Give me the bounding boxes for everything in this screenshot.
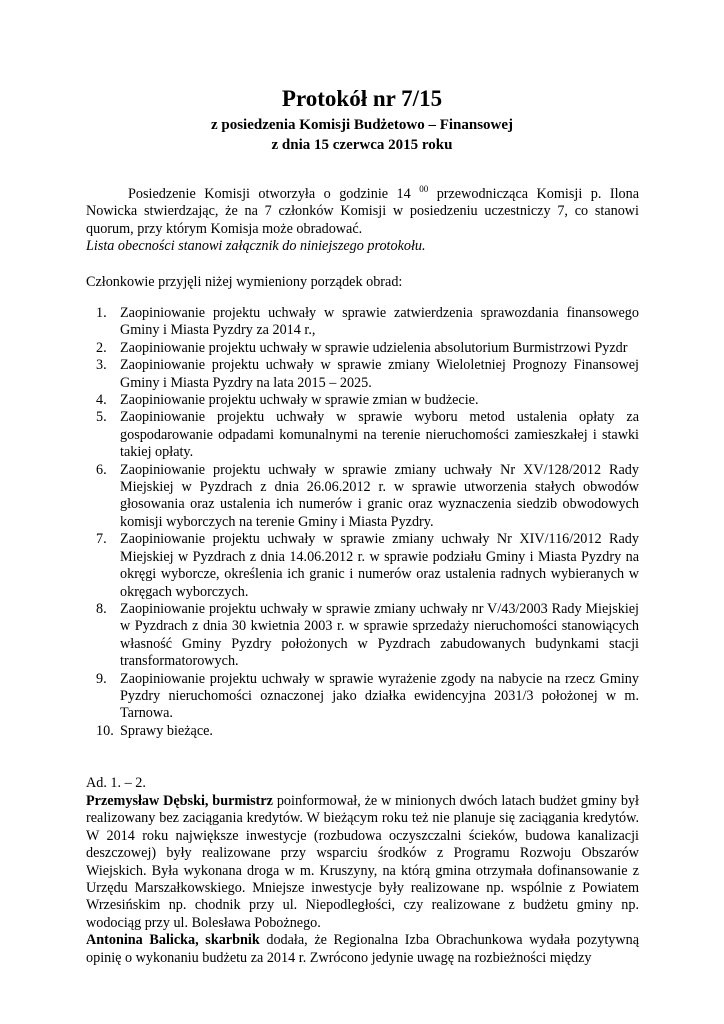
agenda-item-text: Zaopiniowanie projektu uchwały w sprawie zatwierdzenia sprawozdania finansowego Gminy i Miasta Pyzdry za 2014 r.,: [120, 305, 639, 339]
document-title: Protokół nr 7/15: [281, 86, 443, 111]
agenda-item: [86, 671, 639, 723]
agenda-item-number: 7.: [96, 531, 107, 548]
agenda-item-text: Zaopiniowanie projektu uchwały w sprawie wyboru metod ustalenia opłaty za gospodarowanie odpadami komunalnymi na terenie nieruchomości zamieszkałej i stawki takiej opłaty.: [120, 409, 639, 461]
document-subtitle-committee: z posiedzenia Komisji Budżetowo – Finansowej: [210, 117, 514, 133]
agenda-item: [86, 531, 639, 601]
agenda-item-number: 10.: [96, 722, 114, 739]
agenda-item: [86, 723, 639, 740]
speaker-skarbnik: Antonina Balicka, skarbnik: [86, 932, 260, 949]
attendance-note: Lista obecności stanowi załącznik do niniejszego protokołu.: [86, 238, 426, 255]
agenda-item-number: 6.: [96, 461, 107, 478]
members-text: Członkowie przyjęli niżej wymieniony porządek obrad:: [86, 274, 403, 290]
intro-text-after: przewodnicząca Komisji p. Ilona Nowicka stwierdzając, że na 7 członków Komisji w posiedzeniu uczestniczy 7, co stanowi quorum, przy którym Komisja może obradować.: [86, 186, 639, 237]
document-subtitle-date: z dnia 15 czerwca 2015 roku: [271, 137, 453, 153]
agenda-item-number: 8.: [96, 600, 107, 617]
agenda-item-number: 3.: [96, 357, 107, 374]
agenda-item: [86, 392, 639, 409]
intro-paragraph: [86, 186, 639, 256]
agenda-item-number: 2.: [96, 339, 107, 356]
agenda-item-text: Zaopiniowanie projektu uchwały w sprawie zmian w budżecie.: [120, 392, 479, 409]
agenda-item-text: Zaopiniowanie projektu uchwały w sprawie zmiany uchwały Nr XV/128/2012 Rady Miejskiej w Pyzdrach z dnia 26.06.2012 r. w sprawie utworzenia stałych obwodów głosowania oraz ustalenia ich numerów i granic oraz wyznaczenia siedzib obwodowych komisji wyborczych na terenie Gminy i Miasta Pyzdry.: [120, 461, 639, 530]
agenda-item-number: 1.: [96, 305, 107, 321]
intro-text-before: Posiedzenie Komisji otworzyła o godzinie 14: [128, 186, 411, 202]
agenda-item: [86, 340, 639, 357]
agenda-item: [86, 305, 639, 340]
agenda-item-number: 5.: [96, 409, 107, 426]
agenda-item-number: 4.: [96, 392, 107, 409]
agenda-item: [86, 601, 639, 671]
ad-heading: Ad. 1. – 2.: [86, 775, 146, 791]
agenda-item-text: Zaopiniowanie projektu uchwały w sprawie udzielenia absolutorium Burmistrzowi Pyzdr: [120, 339, 628, 356]
ad-section-body: [86, 793, 639, 967]
agenda-item-text: Zaopiniowanie projektu uchwały w sprawie zmiany Wieloletniej Prognozy Finansowej Gminy i Miasta Pyzdry na lata 2015 – 2025.: [120, 357, 639, 391]
agenda-item: [86, 409, 639, 461]
speaker-burmistrz: Przemysław Dębski, burmistrz: [86, 793, 273, 809]
agenda-item-text: Zaopiniowanie projektu uchwały w sprawie zmiany uchwały Nr XIV/116/2012 Rady Miejskiej w Pyzdrach z dnia 14.06.2012 r. w sprawie podziału Gminy i Miasta Pyzdry na okręgi wyborcze, określenia ich granic i numerów oraz ustalenia radnych wybieranych w okręgach wyborczych.: [120, 531, 639, 600]
intro-time-superscript: 00: [419, 184, 429, 194]
agenda-item: [86, 357, 639, 392]
speaker-skarbnik-text: dodała, że Regionalna Izba Obrachunkowa wydała pozytywną opinię o wykonaniu budżetu za 2014 r. Zwrócono jedynie uwagę na rozbieżności między: [86, 932, 639, 966]
speaker-burmistrz-text: poinformował, że w minionych dwóch latach budżet gminy był realizowany bez zaciągania kredytów. W bieżącym roku też nie planuje się zaciągania kredytów. W 2014 roku największe inwestycje (rozbudowa oczyszczalni ścieków, budowa kanalizacji deszczowej) były realizowane przy wsparciu środków z Programu Rozwoju Obszarów Wiejskich. Była wykonana droga w m. Kruszyny, na którą gmina otrzymała dofinansowanie z Urzędu Marszałkowskiego. Mniejsze inwestycje były realizowane np. wspólnie z Powiatem Wrzesińskim np. chodnik przy ul. Niepodległości, czy realizowane z budżetu gminy np. wodociąg przy ul. Bolesława Pobożnego.: [86, 793, 639, 931]
agenda-item-text: Zaopiniowanie projektu uchwały w sprawie zmiany uchwały nr V/43/2003 Rady Miejskiej w Pyzdrach z dnia 30 kwietnia 2003 r. w sprawie sprzedaży nieruchomości stanowiących własność Gminy Pyzdry położonych w Pyzdrach zabudowanych budynkami stacji transformatorowych.: [120, 600, 639, 670]
agenda-item-number: 9.: [96, 670, 107, 687]
agenda-item-text: Zaopiniowanie projektu uchwały w sprawie wyrażenie zgody na nabycie na rzecz Gminy Pyzdry nieruchomości oznaczonej jako działka ewidencyjna 2031/3 położonej w m. Tarnowa.: [120, 670, 639, 722]
agenda-item-text: Sprawy bieżące.: [120, 722, 213, 739]
agenda-item: [86, 462, 639, 532]
agenda-list: [86, 305, 639, 740]
